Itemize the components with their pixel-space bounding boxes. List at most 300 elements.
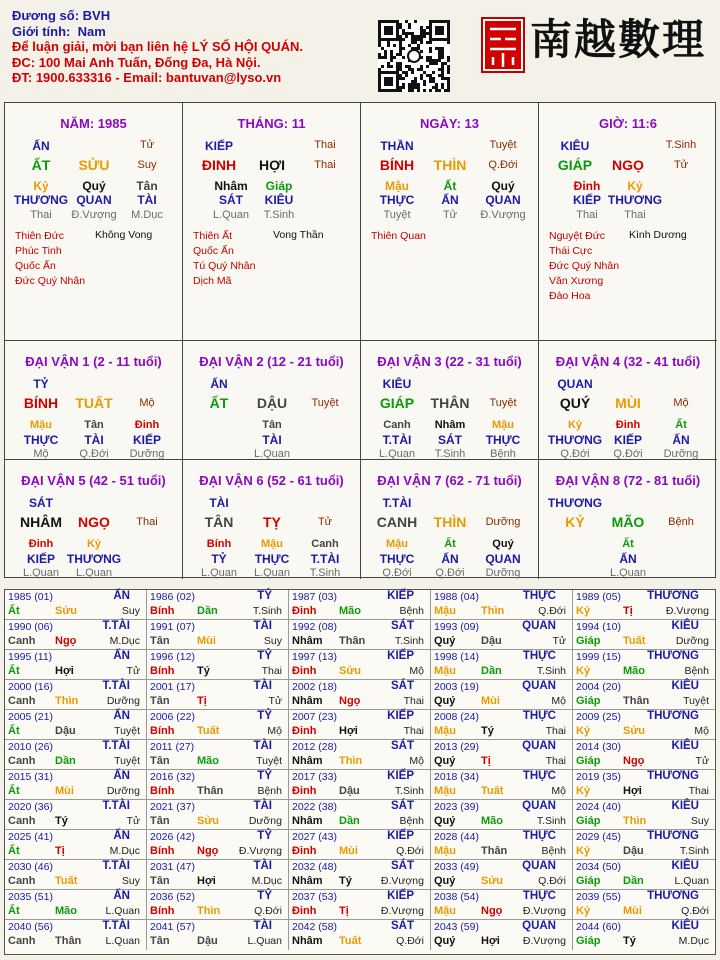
year-ten-god: QUAN: [522, 740, 556, 752]
year-life-stage: Dưỡng: [675, 635, 709, 647]
year-cell: [5, 920, 147, 950]
shen-sha-list: [371, 229, 426, 244]
year-stem: Kỷ: [576, 845, 591, 857]
year-cell: [573, 770, 715, 800]
year-label: 2022 (38): [292, 801, 337, 813]
year-branch: Tị: [55, 845, 65, 857]
pillar-title: THÁNG: 11: [237, 116, 306, 131]
shen-sha: Đức Quý Nhân: [15, 275, 86, 287]
year-label: 2020 (36): [8, 801, 53, 813]
ten-god: SÁT: [219, 193, 243, 207]
year-life-stage: Suy: [121, 605, 140, 617]
stem: GIÁP: [557, 157, 593, 173]
top-star: SÁT: [29, 496, 53, 510]
hidden-stem: Kỷ: [86, 538, 102, 550]
shen-sha-right: Không Vong: [95, 229, 153, 241]
year-label: 2011 (27): [150, 741, 195, 753]
year-stem: Ất: [8, 725, 20, 737]
life-stage: L.Quan: [609, 567, 647, 579]
annual-luck-table: [4, 589, 716, 955]
life-stage: Bệnh: [490, 448, 516, 460]
year-ten-god: SÁT: [391, 740, 414, 752]
year-ten-god: KIẾP: [387, 770, 414, 782]
hidden-stem: Kỷ: [33, 179, 49, 193]
life-stage: M.Dục: [131, 209, 163, 221]
year-label: 1990 (06): [8, 621, 53, 633]
luck-cell: [5, 341, 183, 460]
life-stage: Đ.Vượng: [480, 209, 526, 221]
branch: THÌN: [433, 514, 467, 530]
year-label: 2000 (16): [8, 681, 53, 693]
year-branch: Dần: [481, 665, 502, 677]
life-stage: Đ.Vượng: [71, 209, 117, 221]
year-stem: Canh: [8, 815, 36, 827]
shen-sha: Phúc Tinh: [15, 245, 62, 257]
year-ten-god: THƯƠNG: [647, 590, 699, 602]
top-star: QUAN: [557, 377, 593, 391]
year-ten-god: QUAN: [522, 620, 556, 632]
stem: NHÂM: [20, 514, 62, 530]
branch: THÌN: [433, 157, 467, 173]
year-cell: [5, 710, 147, 740]
year-stem: Quý: [434, 635, 456, 647]
year-branch: Tý: [55, 815, 68, 827]
year-life-stage: T.Sinh: [679, 845, 709, 857]
year-life-stage: T.Sinh: [536, 815, 566, 827]
year-label: 2010 (26): [8, 741, 53, 753]
year-label: 2042 (58): [292, 921, 337, 933]
year-ten-god: SÁT: [391, 680, 414, 692]
year-cell: [573, 830, 715, 860]
top-star: TÀI: [209, 496, 229, 510]
year-label: 1996 (12): [150, 651, 195, 663]
stem: BÍNH: [379, 157, 415, 173]
hidden-stem: Bính: [206, 538, 232, 550]
year-cell: [431, 710, 573, 740]
year-branch: Dậu: [339, 785, 360, 797]
ten-god: ẤN: [619, 552, 637, 566]
hidden-stem: Mậu: [30, 419, 52, 431]
year-life-stage: Bệnh: [541, 845, 566, 857]
year-stem: Tân: [150, 695, 170, 707]
stem: GIÁP: [379, 395, 415, 411]
year-stem: Đinh: [292, 785, 317, 797]
top-star: THƯƠNG: [547, 496, 603, 510]
year-cell: [5, 860, 147, 890]
ten-god: T.TÀI: [310, 552, 340, 566]
branch: NGỌ: [78, 514, 110, 530]
year-label: 2017 (33): [292, 771, 337, 783]
ten-god: SÁT: [438, 433, 462, 447]
top-star: KIÊU: [560, 139, 590, 153]
year-ten-god: ẤN: [113, 590, 130, 602]
year-stem: Quý: [434, 695, 456, 707]
hidden-stem: Mậu: [386, 538, 408, 550]
year-life-stage: L.Quan: [247, 935, 282, 947]
hidden-stem: Mậu: [385, 179, 409, 193]
year-stem: Đinh: [292, 845, 317, 857]
year-label: 2026 (42): [150, 831, 195, 843]
shen-sha: Đức Quý Nhân: [549, 260, 620, 272]
year-label: 1994 (10): [576, 621, 621, 633]
shen-sha: Nguyệt Đức: [549, 230, 606, 242]
year-branch: Tị: [623, 605, 633, 617]
year-label: 1995 (11): [8, 651, 53, 663]
year-stem: Tân: [150, 755, 170, 767]
year-life-stage: Thai: [545, 725, 566, 737]
contact-address: ĐC: 100 Mai Anh Tuấn, Đống Đa, Hà Nội.: [12, 54, 261, 70]
year-ten-god: TÀI: [253, 620, 272, 632]
year-cell: [431, 890, 573, 920]
branch: DẬU: [256, 395, 288, 411]
ten-god: KIẾP: [572, 193, 602, 207]
year-stem: Ất: [8, 605, 20, 617]
ten-god: ẤN: [672, 433, 690, 447]
year-label: 2023 (39): [434, 801, 479, 813]
year-stem: Đinh: [292, 605, 317, 617]
shen-sha: Quốc Ấn: [15, 260, 56, 272]
year-ten-god: T.TÀI: [102, 860, 130, 872]
year-ten-god: SÁT: [391, 860, 414, 872]
year-ten-god: KIÊU: [671, 620, 699, 632]
luck-title: ĐẠI VẬN 6 (52 - 61 tuổi): [199, 473, 344, 488]
year-ten-god: T.TÀI: [102, 680, 130, 692]
year-stem: Nhâm: [292, 875, 323, 887]
year-stem: Giáp: [576, 875, 601, 887]
year-ten-god: TÀI: [253, 800, 272, 812]
phase: Dưỡng: [485, 516, 521, 528]
year-cell: [573, 590, 715, 620]
year-life-stage: Thai: [403, 695, 424, 707]
hidden-stem: Ất: [622, 538, 634, 550]
year-label: 2036 (52): [150, 891, 195, 903]
year-life-stage: Q.Đới: [538, 875, 566, 887]
year-cell: [573, 890, 715, 920]
year-branch: Tý: [623, 935, 636, 947]
year-cell: [147, 650, 289, 680]
life-stage: L.Quan: [253, 567, 291, 579]
year-label: 2013 (29): [434, 741, 479, 753]
ten-god: KIÊU: [264, 193, 294, 207]
year-label: 1986 (02): [150, 591, 195, 603]
ten-god: ẤN: [441, 193, 459, 207]
stem: QUÝ: [559, 395, 591, 411]
year-life-stage: Tuyệt: [683, 695, 709, 707]
luck-cell: [183, 460, 361, 579]
life-stage: L.Quan: [75, 567, 113, 579]
year-cell: [431, 800, 573, 830]
year-ten-god: THỰC: [522, 770, 556, 782]
ten-god: KIẾP: [613, 433, 643, 447]
year-cell: [5, 590, 147, 620]
year-life-stage: Tử: [695, 755, 709, 767]
year-branch: Mão: [197, 755, 219, 767]
year-branch: Dậu: [197, 935, 218, 947]
year-ten-god: TÀI: [253, 860, 272, 872]
year-branch: Mão: [55, 905, 77, 917]
luck-cell: [361, 341, 539, 460]
pillar-cell: [539, 103, 717, 341]
year-life-stage: Mộ: [694, 725, 709, 737]
top-star: TỶ: [33, 377, 49, 391]
year-cell: [289, 860, 431, 890]
branch: MÃO: [611, 514, 645, 530]
luck-title: ĐẠI VẬN 3 (22 - 31 tuổi): [377, 354, 522, 369]
year-cell: [431, 680, 573, 710]
hidden-stem: Đinh: [615, 419, 641, 431]
year-label: 2028 (44): [434, 831, 479, 843]
hidden-stem: Quý: [82, 179, 106, 193]
year-cell: [573, 800, 715, 830]
life-stage: Thai: [576, 209, 598, 221]
year-cell: [431, 740, 573, 770]
top-right: Tử: [139, 139, 155, 151]
stem: TÂN: [204, 514, 234, 530]
year-branch: Dần: [623, 875, 644, 887]
year-ten-god: KIẾP: [387, 830, 414, 842]
year-stem: Nhâm: [292, 635, 323, 647]
year-cell: [431, 920, 573, 950]
year-branch: Mão: [623, 665, 645, 677]
year-ten-god: THƯƠNG: [647, 890, 699, 902]
year-ten-god: QUAN: [522, 920, 556, 932]
year-stem: Kỷ: [576, 605, 591, 617]
year-stem: Ất: [8, 665, 20, 677]
year-label: 2004 (20): [576, 681, 621, 693]
hidden-stem: Đinh: [134, 419, 160, 431]
year-cell: [289, 920, 431, 950]
year-ten-god: TỶ: [257, 650, 272, 662]
year-branch: Thân: [55, 935, 82, 947]
year-ten-god: T.TÀI: [102, 800, 130, 812]
year-cell: [289, 590, 431, 620]
year-branch: Dần: [339, 815, 360, 827]
luck-title: ĐẠI VẬN 4 (32 - 41 tuổi): [555, 354, 701, 369]
ten-god: KIẾP: [26, 552, 56, 566]
year-ten-god: SÁT: [391, 620, 414, 632]
year-ten-god: TỶ: [257, 590, 272, 602]
phase: Tử: [673, 159, 689, 171]
year-life-stage: Dưỡng: [248, 815, 282, 827]
year-branch: Hợi: [197, 875, 216, 887]
year-branch: Hợi: [623, 785, 642, 797]
year-stem: Tân: [150, 815, 170, 827]
year-label: 2021 (37): [150, 801, 195, 813]
year-label: 1992 (08): [292, 621, 337, 633]
phase: Q.Đới: [488, 159, 518, 171]
luck-title: ĐẠI VẬN 8 (72 - 81 tuổi): [555, 473, 701, 488]
year-cell: [147, 770, 289, 800]
year-cell: [5, 680, 147, 710]
branch: MÙI: [615, 395, 641, 411]
top-star: T.TÀI: [382, 496, 412, 510]
contact-invite: Để luận giải, mời bạn liên hệ LÝ SỐ HỘI QUÁN.: [12, 39, 303, 54]
hidden-stem: Tân: [262, 419, 282, 431]
year-stem: Giáp: [576, 815, 601, 827]
owner-value: BVH: [82, 8, 111, 23]
year-stem: Mậu: [434, 845, 456, 857]
year-branch: Tuất: [481, 785, 504, 797]
year-stem: Bính: [150, 905, 175, 917]
year-ten-god: THỰC: [522, 590, 556, 602]
year-branch: Dậu: [55, 725, 76, 737]
year-cell: [431, 650, 573, 680]
year-stem: Mậu: [434, 785, 456, 797]
hidden-stem: Kỷ: [567, 419, 583, 431]
year-life-stage: Tử: [268, 695, 282, 707]
year-life-stage: Bệnh: [399, 815, 424, 827]
year-branch: Mùi: [481, 695, 500, 707]
hidden-stem: Mậu: [261, 538, 283, 550]
year-label: 1989 (05): [576, 591, 621, 603]
year-cell: [573, 710, 715, 740]
year-ten-god: TỶ: [257, 890, 272, 902]
year-branch: Tị: [481, 755, 491, 767]
luck-title: ĐẠI VẬN 7 (62 - 71 tuổi): [377, 473, 522, 488]
year-label: 2024 (40): [576, 801, 621, 813]
year-cell: [5, 650, 147, 680]
year-ten-god: THƯƠNG: [647, 710, 699, 722]
year-ten-god: ẤN: [113, 650, 130, 662]
ten-god: THƯƠNG: [13, 193, 69, 207]
year-label: 2005 (21): [8, 711, 53, 723]
year-life-stage: T.Sinh: [252, 605, 282, 617]
year-branch: Dần: [197, 605, 218, 617]
year-ten-god: ẤN: [113, 710, 130, 722]
year-ten-god: THỰC: [522, 830, 556, 842]
shen-sha: Đào Hoa: [549, 290, 591, 302]
hidden-stem: Đinh: [573, 179, 601, 193]
year-life-stage: Đ.Vượng: [522, 905, 566, 917]
ten-god: QUAN: [485, 193, 521, 207]
year-life-stage: M.Dục: [678, 935, 709, 947]
year-label: 2016 (32): [150, 771, 195, 783]
branch: TỴ: [263, 514, 281, 530]
year-label: 2031 (47): [150, 861, 195, 873]
pillar-cell: [361, 103, 539, 341]
year-branch: Sửu: [197, 815, 220, 827]
luck-cell: [539, 460, 717, 579]
stem: CANH: [376, 514, 418, 530]
year-stem: Bính: [150, 845, 175, 857]
ten-god: TÀI: [84, 433, 104, 447]
top-right: Tuyệt: [489, 139, 517, 151]
year-branch: Thìn: [481, 605, 505, 617]
year-ten-god: TỶ: [257, 710, 272, 722]
year-stem: Bính: [150, 785, 175, 797]
luck-cell: [5, 460, 183, 579]
year-stem: Kỷ: [576, 725, 591, 737]
year-life-stage: Tử: [126, 815, 140, 827]
life-stage: Dưỡng: [663, 448, 699, 460]
year-life-stage: L.Quan: [674, 875, 709, 887]
top-star: KIẾP: [204, 139, 234, 153]
year-branch: Thân: [339, 635, 366, 647]
year-label: 2003 (19): [434, 681, 479, 693]
top-star: THẦN: [380, 139, 414, 153]
shen-sha: Thiên Đức: [15, 230, 65, 242]
branch: THÂN: [430, 395, 470, 411]
phase: Thai: [314, 159, 336, 171]
life-stage: L.Quan: [253, 448, 291, 460]
year-life-stage: Mộ: [267, 725, 282, 737]
year-branch: Thìn: [623, 815, 647, 827]
year-label: 2029 (45): [576, 831, 621, 843]
year-life-stage: M.Dục: [109, 845, 140, 857]
year-life-stage: Q.Đới: [681, 905, 709, 917]
year-stem: Kỷ: [576, 665, 591, 677]
year-ten-god: KIẾP: [387, 590, 414, 602]
branch: TUẤT: [75, 395, 113, 411]
year-stem: Canh: [8, 755, 36, 767]
life-stage: L.Quan: [22, 567, 60, 579]
year-cell: [289, 710, 431, 740]
year-stem: Quý: [434, 815, 456, 827]
year-label: 2009 (25): [576, 711, 621, 723]
owner-label: Đương số:: [12, 8, 80, 23]
year-stem: Canh: [8, 635, 36, 647]
year-cell: [5, 890, 147, 920]
year-ten-god: SÁT: [391, 800, 414, 812]
header-info: [12, 8, 303, 86]
hidden-stem: Mậu: [492, 419, 514, 431]
life-stage: Q.Đới: [79, 448, 109, 460]
year-life-stage: Mộ: [551, 785, 566, 797]
top-star: ẤN: [210, 377, 228, 391]
year-life-stage: Dưỡng: [106, 785, 140, 797]
year-stem: Ất: [8, 845, 20, 857]
year-label: 2034 (50): [576, 861, 621, 873]
year-life-stage: Q.Đới: [538, 605, 566, 617]
pillar-cell: [5, 103, 183, 341]
year-life-stage: Mộ: [409, 665, 424, 677]
life-stage: Dưỡng: [485, 567, 521, 579]
year-branch: Tị: [339, 905, 349, 917]
year-ten-god: KIÊU: [671, 920, 699, 932]
life-stage: Dưỡng: [129, 448, 165, 460]
phase: Tuyệt: [311, 397, 339, 409]
year-cell: [147, 740, 289, 770]
year-label: 2032 (48): [292, 861, 337, 873]
year-stem: Quý: [434, 935, 456, 947]
hidden-stem: Quý: [492, 538, 514, 550]
top-star: ẤN: [32, 139, 50, 153]
year-cell: [147, 710, 289, 740]
year-stem: Đinh: [292, 905, 317, 917]
year-label: 2015 (31): [8, 771, 53, 783]
year-label: 2006 (22): [150, 711, 195, 723]
year-ten-god: ẤN: [113, 890, 130, 902]
year-cell: [573, 620, 715, 650]
year-cell: [5, 770, 147, 800]
top-right: T.Sinh: [665, 139, 697, 151]
year-cell: [147, 890, 289, 920]
year-branch: Tuất: [197, 725, 220, 737]
life-stage: L.Quan: [212, 209, 250, 221]
shen-sha: Quốc Ấn: [193, 245, 234, 257]
year-stem: Mậu: [434, 725, 456, 737]
year-cell: [147, 620, 289, 650]
bazi-chart: [4, 102, 716, 578]
year-cell: [289, 740, 431, 770]
year-branch: Ngọ: [481, 905, 503, 917]
year-life-stage: Suy: [121, 875, 140, 887]
year-stem: Tân: [150, 875, 170, 887]
ten-god: THỰC: [379, 552, 415, 566]
year-branch: Hợi: [55, 665, 74, 677]
year-ten-god: T.TÀI: [102, 920, 130, 932]
pillar-title: GIỜ: 11:6: [598, 116, 658, 131]
